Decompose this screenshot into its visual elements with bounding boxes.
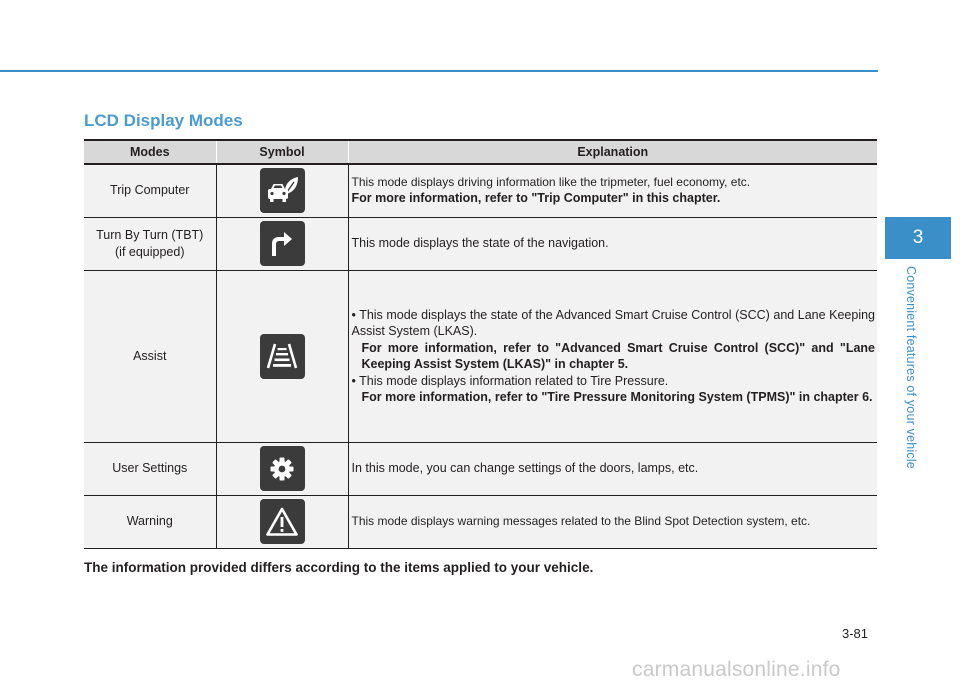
page-number: 3-81 [842, 626, 869, 641]
mode-label: Turn By Turn (TBT) [96, 227, 204, 242]
mode-turn-by-turn [84, 217, 216, 270]
explanation-cell [348, 442, 877, 495]
explanation-bullet: • This mode displays information related to Tire Pressure. [351, 373, 669, 388]
explanation-cell [348, 495, 877, 548]
gear-icon [260, 446, 305, 491]
header-explanation: Explanation [348, 140, 877, 164]
explanation-text: This mode displays driving information like the tripmeter, fuel economy, etc. [351, 174, 751, 189]
explanation-bullet: • This mode displays the state of the Advanced Smart Cruise Control (SCC) and Lane Keeping Assist System (LKAS). [351, 307, 875, 338]
table-row [84, 217, 877, 270]
mode-warning: Warning [84, 495, 216, 548]
table-row [84, 495, 877, 548]
header-modes: Modes [84, 140, 216, 164]
explanation-text: In this mode, you can change settings of the doors, lamps, etc. [351, 461, 699, 476]
symbol-cell [216, 270, 348, 442]
chapter-title-vertical [903, 266, 921, 496]
explanation-reference: For more information, refer to "Trip Computer" in this chapter. [351, 191, 721, 206]
symbol-cell [216, 164, 348, 217]
table-row [84, 164, 877, 217]
explanation-cell [348, 270, 877, 442]
explanation-cell [348, 217, 877, 270]
chapter-number-tab: 3 [885, 217, 951, 259]
mode-note: (if equipped) [115, 244, 185, 259]
trip-computer-icon [260, 168, 305, 213]
section-title: LCD Display Modes [84, 111, 243, 130]
symbol-cell [216, 442, 348, 495]
mode-trip-computer: Trip Computer [84, 164, 216, 217]
table-row [84, 442, 877, 495]
watermark: carmanualsonline.info [632, 658, 841, 681]
table-header-row [84, 140, 877, 164]
mode-assist: Assist [84, 270, 216, 442]
symbol-cell [216, 495, 348, 548]
symbol-cell [216, 217, 348, 270]
turn-arrow-icon [260, 221, 305, 266]
explanation-reference: For more information, refer to "Advanced Smart Cruise Control (SCC)" and "Lane Keeping Assist System (LKAS)" in chapter 5. [361, 340, 875, 371]
explanation-reference: For more information, refer to "Tire Pressure Monitoring System (TPMS)" in chapter 6. [361, 390, 873, 404]
table-row [84, 270, 877, 442]
mode-user-settings: User Settings [84, 442, 216, 495]
lane-assist-icon [260, 334, 305, 379]
warning-triangle-icon [260, 499, 305, 544]
header-symbol: Symbol [216, 140, 348, 164]
chapter-title-text: Convenient features of your vehicle [904, 266, 918, 469]
top-rule [0, 70, 878, 72]
footnote: The information provided differs according to the items applied to your vehicle. [84, 560, 594, 575]
explanation-cell [348, 164, 877, 217]
explanation-text: This mode displays warning messages related to the Blind Spot Detection system, etc. [351, 513, 811, 528]
explanation-text: This mode displays the state of the navigation. [351, 236, 609, 251]
lcd-modes-table [84, 139, 877, 549]
